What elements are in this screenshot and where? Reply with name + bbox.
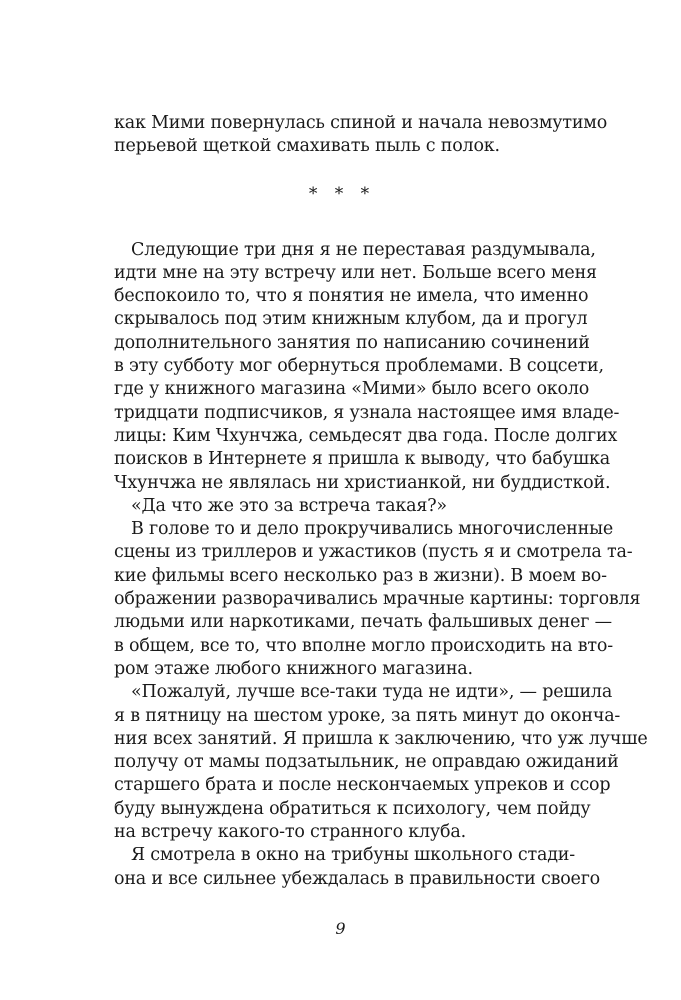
text-line: дополнительного занятия по написанию сочинений [114,332,590,353]
text-line: я в пятницу на шестом уроке, за пять минут до оконча- [114,705,621,726]
text-line: где у книжного магазина «Мими» было всего около [114,379,590,400]
paragraph-4 [114,681,648,844]
text-line: беспокоило то, что я понятия не имела, что именно [114,286,589,307]
text-line: Следующие три дня я не переставая раздумывала, [131,239,596,260]
text-line: людьми или наркотиками, печать фальшивых денег — [114,612,612,633]
text-line: кие фильмы всего несколько раз в жизни). В моем во- [114,565,607,586]
text-line: «Да что же это за встреча такая?» [131,495,447,516]
text-line: «Пожалуй, лучше все-таки туда не идти», — решила [131,682,613,703]
text-line: ния всех занятий. Я пришла к заключению, что уж лучше [114,728,648,749]
text-line: на встречу какого-то странного клуба. [114,822,466,843]
text-line: поисков в Интернете я пришла к выводу, что бабушка [114,449,610,470]
text-line: ображении разворачивались мрачные картины: торговля [114,589,641,610]
text-line: сцены из триллеров и ужастиков (пусть я и смотрела та- [114,542,633,563]
text-line: в общем, все то, что вполне могло происходить на вто- [114,635,613,656]
text-line: Чхунчжа не являлась ни христианкой, ни буддисткой. [114,472,611,493]
text-line: старшего брата и после нескончаемых упреков и ссор [114,775,611,796]
text-line: буду вынуждена обратиться к психологу, чем пойду [114,798,591,819]
text-line: перьевой щеткой смахивать пыль с полок. [114,136,500,157]
text-line: она и все сильнее убеждалась в правильности своего [114,868,601,889]
text-line: получу от мамы подзатыльник, не оправдаю ожиданий [114,752,619,773]
page-body [114,112,648,891]
paragraph-1 [114,239,620,495]
text-line: тридцати подписчиков, я узнала настоящее имя владе- [114,402,620,423]
text-line: скрывалось под этим книжным клубом, да и прогул [114,309,588,330]
text-line: лицы: Ким Чхунчжа, семьдесят два года. После долгих [114,425,618,446]
text-line: идти мне на эту встречу или нет. Больше всего меня [114,262,597,283]
page-number: 9 [335,919,346,938]
paragraph-5 [114,844,601,891]
section-separator: * * * [308,183,376,204]
text-line: ром этаже любого книжного магазина. [114,658,473,679]
text-line: как Мими повернулась спиной и начала невозмутимо [114,113,608,133]
top-paragraph [114,112,608,159]
text-line: в эту субботу мог обернуться проблемами. В соцсети, [114,356,604,377]
text-line: В голове то и дело прокручивались многочисленные [131,519,613,540]
paragraph-2 [114,495,570,518]
paragraph-3 [114,518,641,681]
text-line: Я смотрела в окно на трибуны школьного стади- [131,845,575,866]
